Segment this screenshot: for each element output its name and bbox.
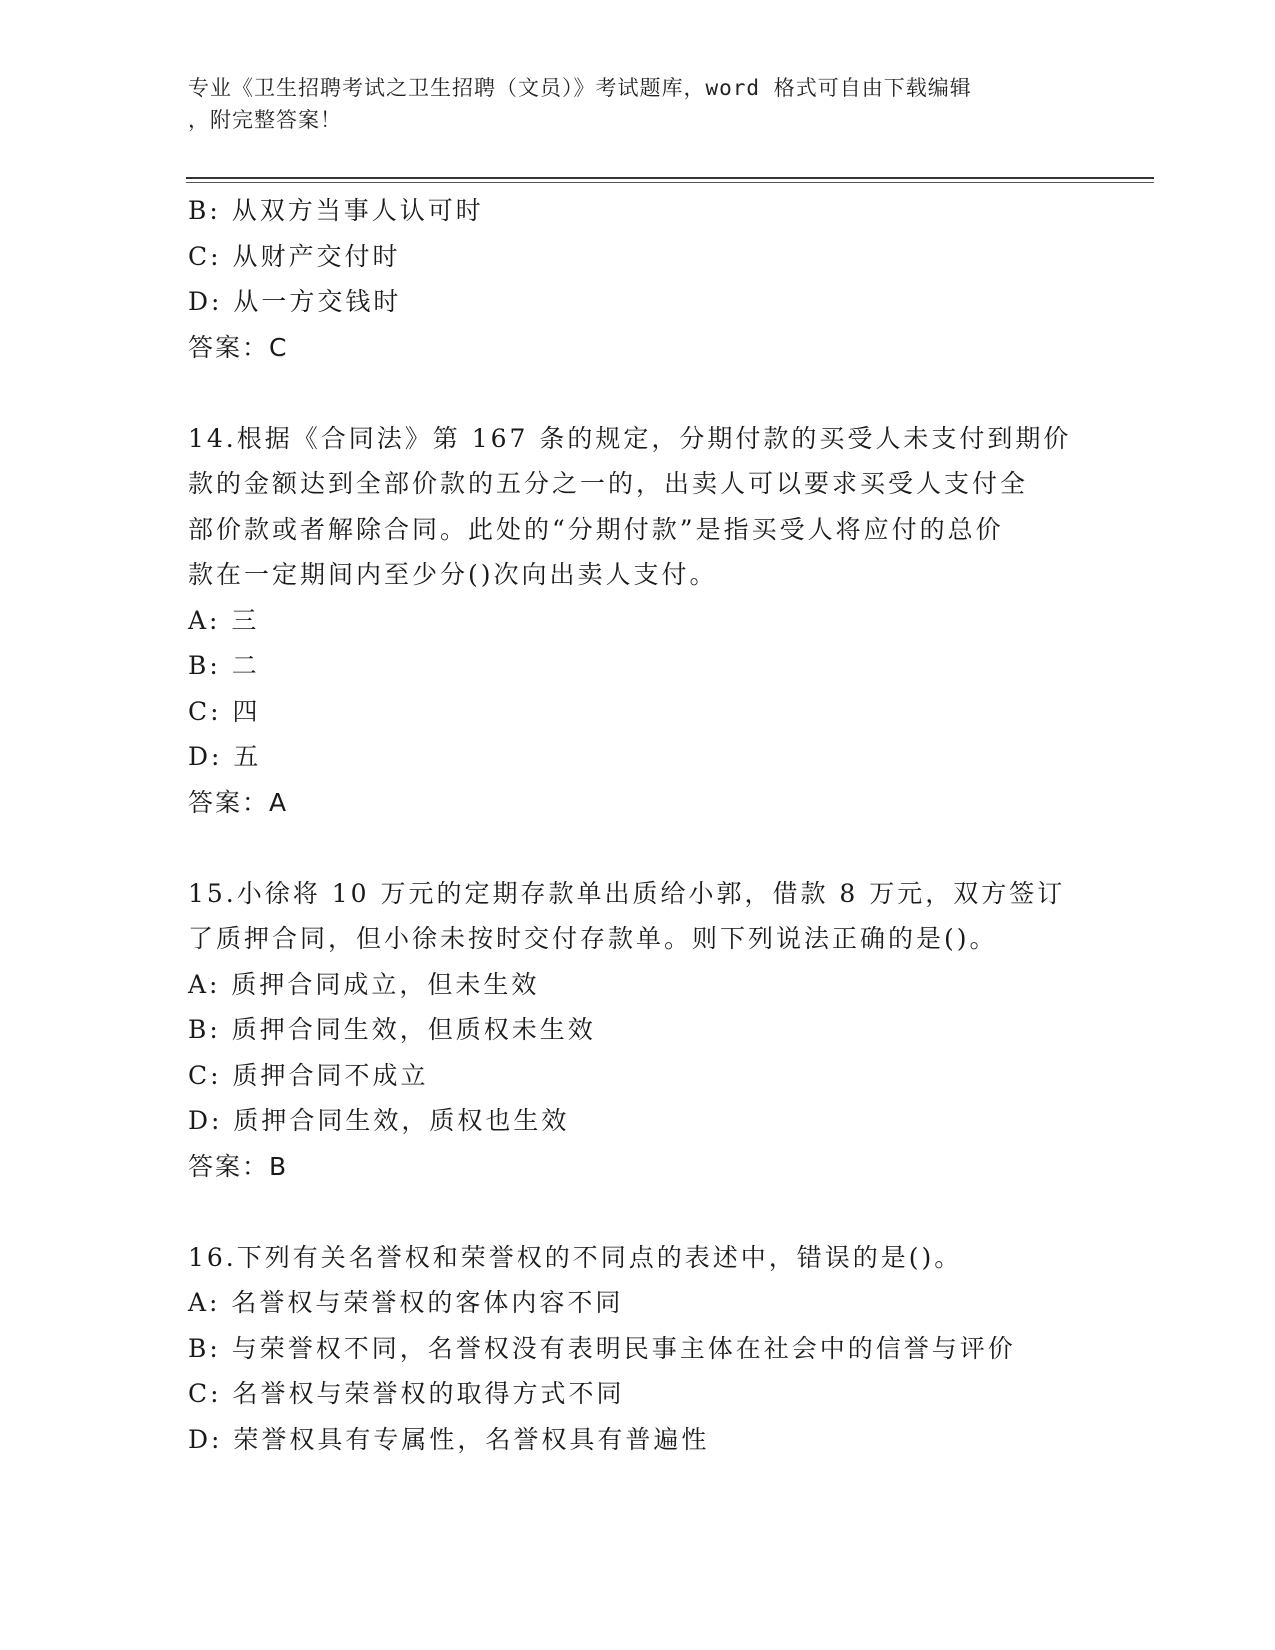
- option-c: C: 质押合同不成立: [188, 1060, 429, 1090]
- question-text-line: 14.根据《合同法》第 167 条的规定，分期付款的买受人未支付到期价: [188, 423, 1072, 453]
- option-d: D: 从一方交钱时: [188, 287, 402, 316]
- answer: 答案：B: [188, 1151, 289, 1181]
- header-line-1: 专业《卫生招聘考试之卫生招聘（文员）》考试题库，word 格式可自由下载编辑: [188, 76, 972, 100]
- answer: 答案：C: [188, 332, 289, 362]
- option-b: B: 与荣誉权不同，名誉权没有表明民事主体在社会中的信誉与评价: [188, 1333, 1016, 1363]
- option-a: A: 名誉权与荣誉权的客体内容不同: [188, 1288, 624, 1317]
- option-c: C: 从财产交付时: [188, 241, 401, 271]
- option-a: A: 质押合同成立，但未生效: [188, 969, 540, 999]
- option-c: C: 四: [188, 696, 261, 726]
- question-text-line: 16.下列有关名誉权和荣誉权的不同点的表述中，错误的是()。: [188, 1242, 963, 1272]
- option-c: C: 名誉权与荣誉权的取得方式不同: [188, 1379, 625, 1408]
- option-b: B: 二: [188, 651, 260, 680]
- option-b: B: 从双方当事人认可时: [188, 196, 484, 225]
- question-15: [188, 871, 1088, 1190]
- answer: 答案：A: [188, 787, 289, 817]
- question-text-line: 部价款或者解除合同。此处的“分期付款”是指买受人将应付的总价: [188, 514, 1004, 544]
- option-d: D: 荣誉权具有专属性，名誉权具有普遍性: [188, 1424, 710, 1454]
- question-text-line: 15.小徐将 10 万元的定期存款单出质给小郭，借款 8 万元，双方签订: [188, 878, 1066, 908]
- question-text-line: 了质押合同，但小徐未按时交付存款单。则下列说法正确的是()。: [188, 924, 998, 953]
- question-text-line: 款的金额达到全部价款的五分之一的，出卖人可以要求买受人支付全: [188, 469, 1029, 498]
- question-text-line: 款在一定期间内至少分()次向出卖人支付。: [188, 560, 718, 589]
- question-list: [188, 188, 1088, 1462]
- option-b: B: 质押合同生效，但质权未生效: [188, 1015, 596, 1044]
- header-line-2: ，附完整答案！: [188, 108, 342, 132]
- header-rule-thick: [186, 177, 1154, 179]
- question-13-continued: [188, 188, 1088, 370]
- question-16: [188, 1235, 1088, 1463]
- header-rule-thin: [186, 182, 1154, 183]
- option-d: D: 五: [188, 742, 262, 771]
- option-d: D: 质押合同生效，质权也生效: [188, 1106, 570, 1135]
- document-header: [188, 72, 1078, 136]
- question-14: [188, 416, 1088, 826]
- option-a: A: 三: [188, 605, 260, 635]
